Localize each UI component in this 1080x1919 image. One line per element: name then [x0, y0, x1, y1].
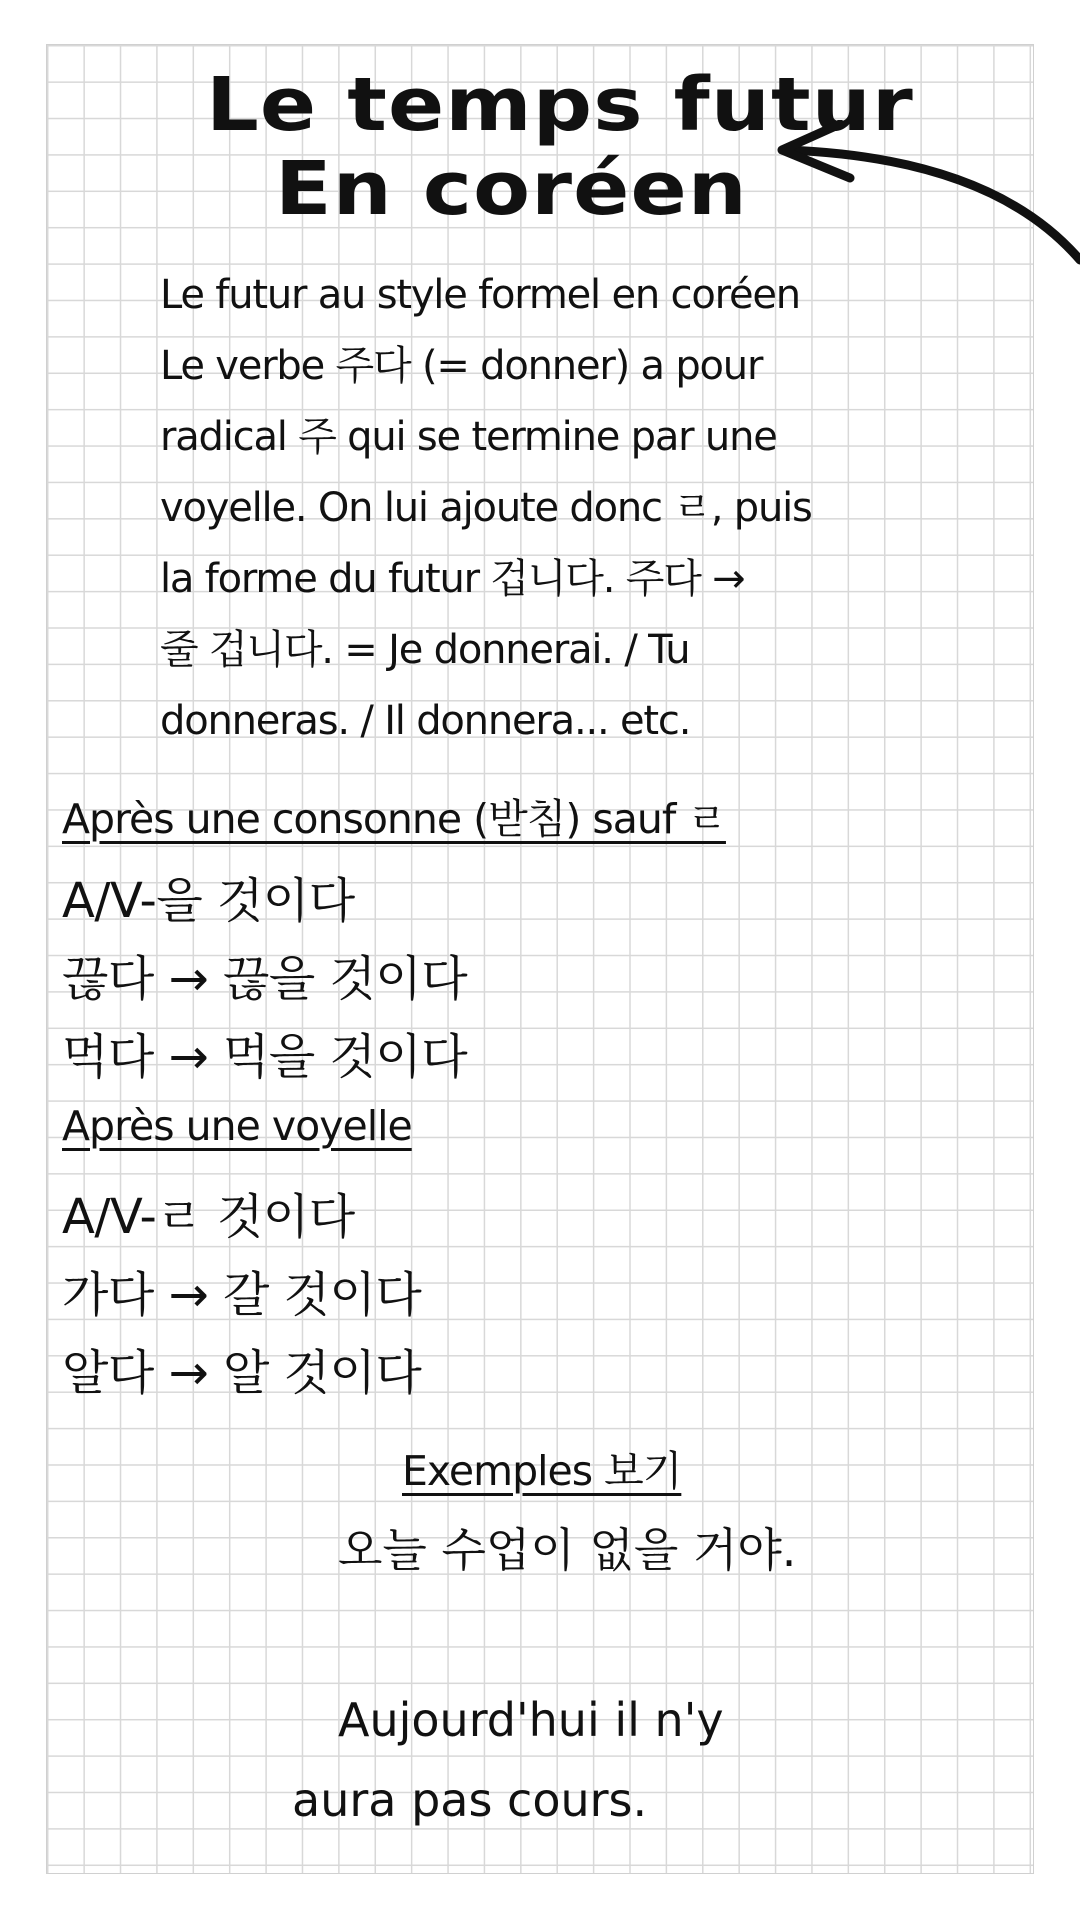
example-korean: [292, 1510, 832, 1590]
page-title-line-1: Le temps futur: [206, 62, 914, 148]
example-french: [292, 1680, 832, 1840]
consonant-section-heading: Après une consonne (받침) sauf ㄹ: [62, 795, 726, 843]
vowel-rule-example: 알다 → 알 것이다: [62, 1345, 422, 1401]
intro-line: voyelle. On lui ajoute donc ㄹ, puis: [160, 485, 812, 531]
intro-line: donneras. / Il donnera... etc.: [160, 698, 691, 744]
intro-line: Le verbe 주다 (= donner) a pour: [160, 343, 763, 389]
page-title-line-2: En coréen: [275, 146, 748, 232]
consonant-rule-formula: A/V-을 것이다: [62, 873, 355, 929]
curved-arrow-icon: [770, 120, 1080, 280]
consonant-rule-example: 먹다 → 먹을 것이다: [62, 1029, 468, 1085]
intro-paragraph: [160, 260, 820, 757]
vowel-section-heading: Après une voyelle: [62, 1102, 412, 1150]
intro-line: radical 주 qui se termine par une: [160, 414, 777, 460]
example-korean-text: 오늘 수업이 없을 거야.: [338, 1523, 797, 1577]
intro-line: 줄 겁니다. = Je donnerai. / Tu: [160, 627, 690, 673]
vowel-rule-formula: A/V-ㄹ 것이다: [62, 1189, 355, 1245]
example-french-text: Aujourd'hui il n'y aura pas cours.: [292, 1693, 724, 1827]
consonant-rule-example: 끊다 → 끊을 것이다: [62, 951, 468, 1007]
examples-heading: Exemples 보기: [402, 1447, 682, 1495]
vowel-rule-example: 가다 → 갈 것이다: [62, 1267, 422, 1323]
intro-line: la forme du futur 겁니다. 주다 →: [160, 556, 745, 602]
intro-line: Le futur au style formel en coréen: [160, 272, 800, 318]
